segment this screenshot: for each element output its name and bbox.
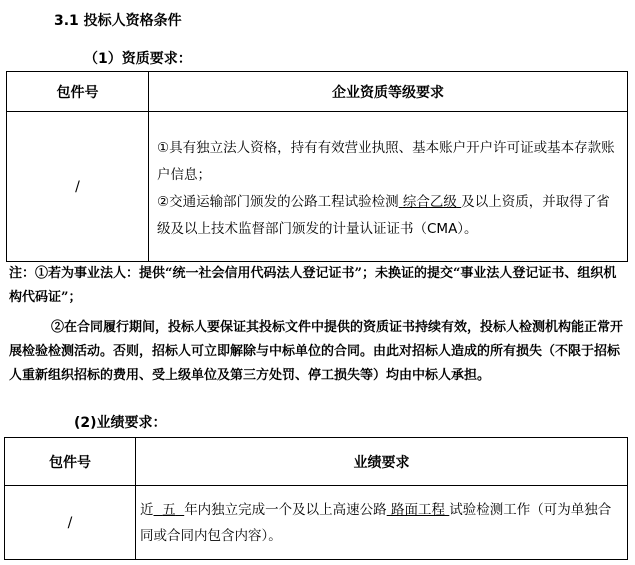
item2-text-b: 及以上资质，并取得了省级及以上技术监督部门颁发的计量认证证书（CMA）。 [157,193,610,237]
years-underlined: 五 [162,501,176,518]
grade-underlined: 综合乙级 [402,193,457,210]
col-package-header: 包件号 [7,72,149,112]
perf-package-number-cell: / [5,486,136,560]
project-underlined: 路面工程 [390,501,445,518]
performance-requirement-cell: 近 五 年内独立完成一个及以上高速公路 路面工程 试验检测工作（可为单独合同或合同内包含内容）。 [136,486,628,560]
perf-col-requirement-header: 业绩要求 [136,438,628,486]
qualification-requirement-cell [149,112,628,262]
perf-col-package-header: 包件号 [5,438,136,486]
col-requirement-header: 企业资质等级要求 [149,72,628,112]
performance-heading: (2)业绩要求： [74,415,167,431]
qualification-table [6,71,628,262]
item2-text-a: ②交通运输部门颁发的公路工程试验检测 [157,193,399,210]
note-1: 注：①若为事业法人：提供“统一社会信用代码法人登记证书”；未换证的提交“事业法人登记证书、组织机构代码证”； [9,266,617,305]
requirement-item-2 [157,189,621,243]
section-heading: 3.1 投标人资格条件 [54,13,182,29]
note-2: ②在合同履行期间，投标人要保证其投标文件中提供的资质证书持续有效，投标人检测机构能正常开展检验检测活动。否则，招标人可立即解除与中标单位的合同。由此对招标人造成的所有损失（不限于招标人重新组织招标的费用、受上级单位及第三方处罚、停工损失等）均由中标人承担。 [9,320,624,383]
performance-table [4,437,628,560]
requirement-item-1: ①具有独立法人资格，持有有效营业执照、基本账户开户许可证或基本存款账户信息； [157,139,615,183]
package-number-cell: / [7,112,149,262]
qualification-heading: （1）资质要求： [84,51,192,67]
